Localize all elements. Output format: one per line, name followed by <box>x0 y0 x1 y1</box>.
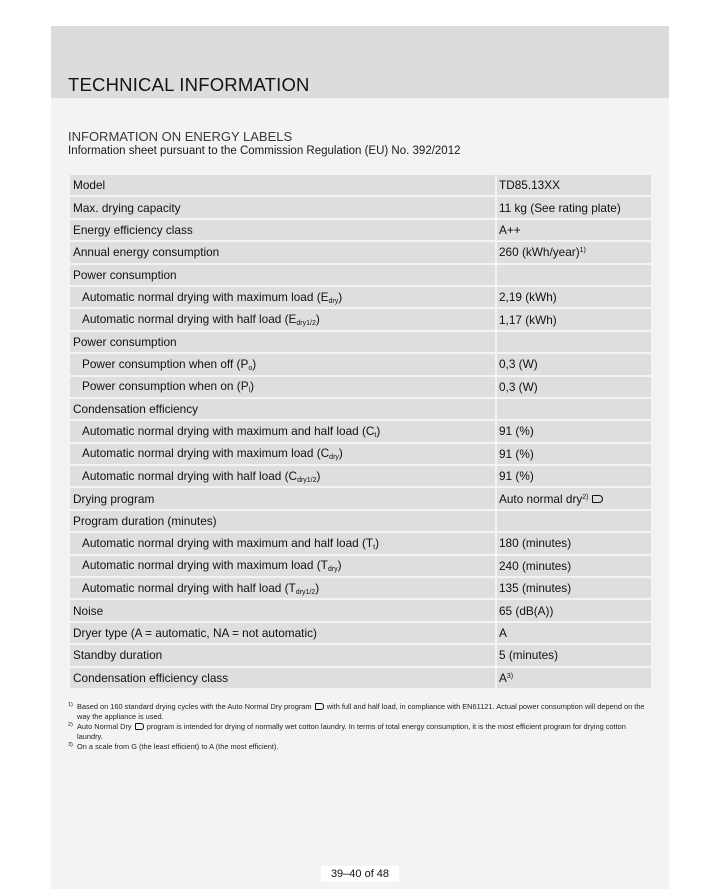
row-label: Automatic normal drying with maximum and half load (Tt) <box>70 533 495 553</box>
symbol-subscript: dry1/2 <box>296 320 316 328</box>
row-value: A <box>497 623 651 643</box>
table-row <box>70 242 651 262</box>
table-row <box>70 600 651 620</box>
page-footer <box>51 864 669 882</box>
row-value: 2,19 (kWh) <box>497 287 651 307</box>
row-value: 180 (minutes) <box>497 533 651 553</box>
row-value <box>497 265 651 285</box>
footnote: 1) Based on 160 standard drying cycles with the Auto Normal Dry program with full and half load, in compliance with EN61121. Actual power consumption will depend on the way the appliance is used. <box>68 702 645 721</box>
footnote: 3) On a scale from G (the least efficient) to A (the most efficient). <box>68 742 279 751</box>
table-row <box>70 533 651 553</box>
program-icon <box>315 703 324 710</box>
row-value <box>497 399 651 419</box>
footnotes <box>68 702 653 752</box>
row-label: Automatic normal drying with maximum load (Tdry) <box>70 556 495 576</box>
row-label: Condensation efficiency <box>70 399 495 419</box>
row-value: 91 (%) <box>497 421 651 441</box>
table-row <box>70 265 651 285</box>
row-label: Model <box>70 175 495 195</box>
row-value: 65 (dB(A)) <box>497 600 651 620</box>
row-value <box>497 332 651 352</box>
row-value: Auto normal dry$^{2)}$ <box>497 488 651 508</box>
table-row <box>70 488 651 508</box>
table-row <box>70 354 651 374</box>
row-label: Automatic normal drying with maximum and half load (Ct) <box>70 421 495 441</box>
table-row <box>70 220 651 240</box>
row-label: Power consumption <box>70 332 495 352</box>
document-page <box>51 26 669 889</box>
program-icon <box>135 723 144 730</box>
symbol-subscript: t <box>373 543 376 551</box>
row-label: Automatic normal drying with half load (Cdry1/2) <box>70 466 495 486</box>
row-value: 240 (minutes) <box>497 556 651 576</box>
row-value: 91 (%) <box>497 466 651 486</box>
table-row <box>70 511 651 531</box>
table-row <box>70 556 651 576</box>
row-value: 91 (%) <box>497 444 651 464</box>
table-row <box>70 668 651 688</box>
table-row <box>70 309 651 329</box>
row-value: 1,17 (kWh) <box>497 309 651 329</box>
row-label: Automatic normal drying with maximum load (Edry) <box>70 287 495 307</box>
row-value: TD85.13XX <box>497 175 651 195</box>
page-title: TECHNICAL INFORMATION <box>68 74 310 95</box>
row-label: Standby duration <box>70 645 495 665</box>
row-label: Condensation efficiency class <box>70 668 495 688</box>
table-row <box>70 444 651 464</box>
symbol-subscript: dry <box>327 566 338 574</box>
table-row <box>70 332 651 352</box>
footnote-marker: 2) <box>582 493 589 501</box>
symbol-subscript: t <box>374 431 377 439</box>
row-value: 0,3 (W) <box>497 377 651 397</box>
table-row <box>70 466 651 486</box>
row-label: Noise <box>70 600 495 620</box>
row-value: 5 (minutes) <box>497 645 651 665</box>
table-row <box>70 645 651 665</box>
row-value: $A^{3)}$ <box>497 668 651 688</box>
row-label: Automatic normal drying with half load (Tdry1/2) <box>70 578 495 598</box>
table-row <box>70 175 651 195</box>
row-label: Max. drying capacity <box>70 197 495 217</box>
row-label: Program duration (minutes) <box>70 511 495 531</box>
section-subtitle: INFORMATION ON ENERGY LABELS <box>68 129 293 144</box>
table-row <box>70 197 651 217</box>
page-number: 39–40 of 48 <box>321 866 399 882</box>
footnote-marker: 3) <box>506 672 514 680</box>
table-row <box>70 377 651 397</box>
row-value: 11 kg (See rating plate) <box>497 197 651 217</box>
symbol-subscript: dry1/2 <box>295 588 316 596</box>
row-label: Power consumption when off (Po) <box>70 354 495 374</box>
footnote: 2) Auto Normal Dry program is intended for drying of normally wet cotton laundry. In terms of total energy consumption, it is the most efficient program for drying cotton laundry. <box>68 722 626 741</box>
footnote-marker: 1) <box>579 247 586 255</box>
table-row <box>70 623 651 643</box>
symbol-subscript: dry1/2 <box>297 476 317 484</box>
row-label: Annual energy consumption <box>70 242 495 262</box>
symbol-subscript: l <box>248 387 251 395</box>
row-label: Drying program <box>70 488 495 508</box>
row-label: Automatic normal drying with maximum load (Cdry) <box>70 444 495 464</box>
symbol-subscript: dry <box>329 454 339 462</box>
section-description: Information sheet pursuant to the Commission Regulation (EU) No. 392/2012 <box>68 145 461 157</box>
row-label: Power consumption when on (Pl) <box>70 377 495 397</box>
energy-label-table <box>68 173 653 690</box>
symbol-subscript: o <box>248 364 253 372</box>
table-row <box>70 578 651 598</box>
symbol-subscript: dry <box>328 297 339 305</box>
row-value <box>497 511 651 531</box>
table-row <box>70 399 651 419</box>
row-value: A++ <box>497 220 651 240</box>
row-label: Dryer type (A = automatic, NA = not automatic) <box>70 623 495 643</box>
row-label: Power consumption <box>70 265 495 285</box>
table-row <box>70 421 651 441</box>
table-row <box>70 287 651 307</box>
row-label: Automatic normal drying with half load (Edry1/2) <box>70 309 495 329</box>
row-value: 260 (kWh/year)$^{1)}$ <box>497 242 651 262</box>
row-label: Energy efficiency class <box>70 220 495 240</box>
program-icon <box>592 495 603 503</box>
row-value: 0,3 (W) <box>497 354 651 374</box>
row-value: 135 (minutes) <box>497 578 651 598</box>
